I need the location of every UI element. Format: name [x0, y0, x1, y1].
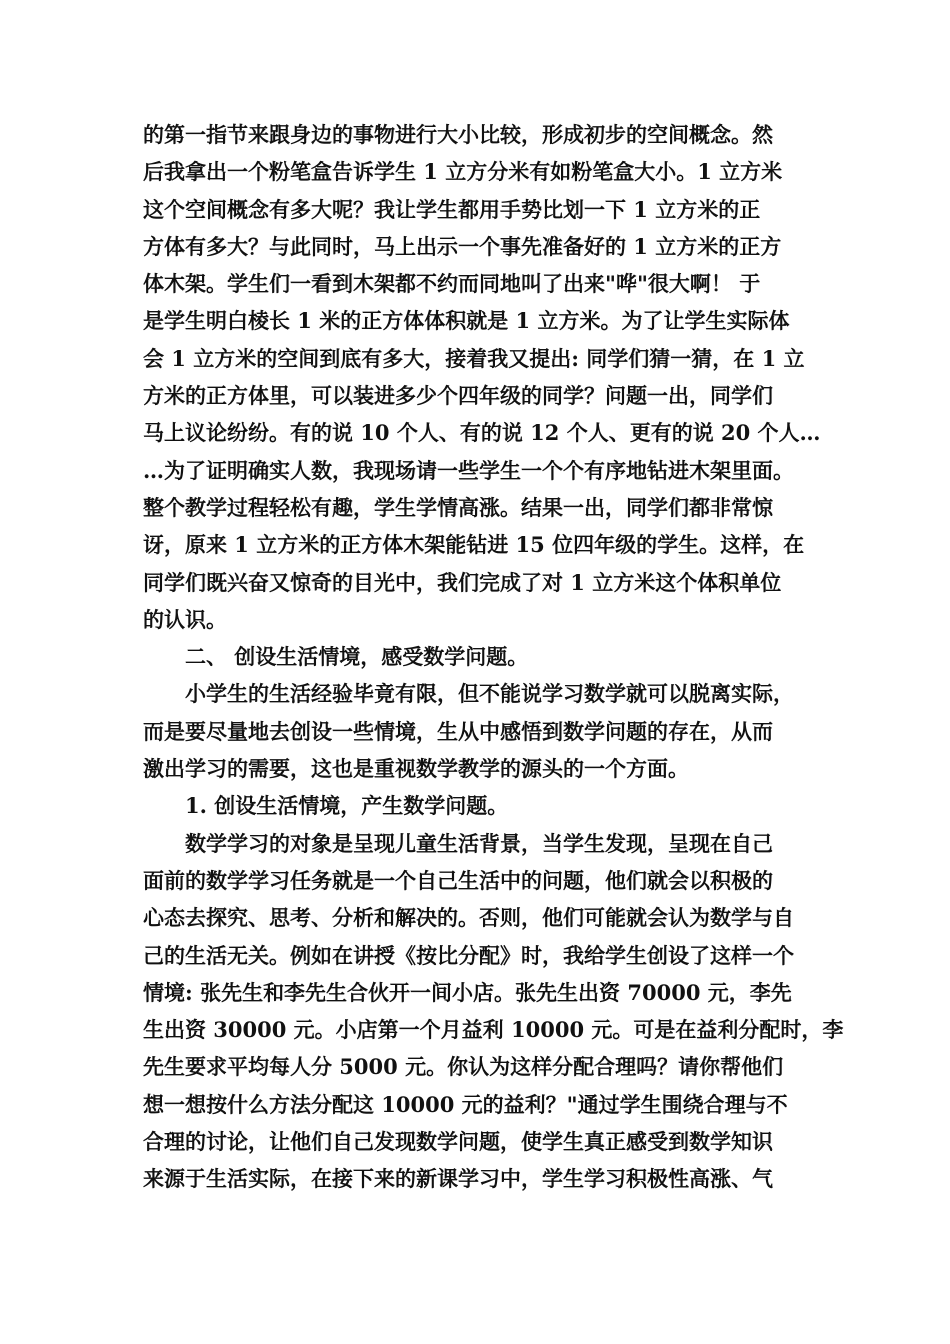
text-line: 数学学习的对象是呈现儿童生活背景，当学生发现，呈现在自己 [185, 830, 773, 856]
text-line: 讶，原来 1 立方米的正方体木架能钻进 15 位四年级的学生。这样，在 [143, 532, 805, 558]
text-line: 方米的正方体里，可以装进多少个四年级的同学？问题一出，同学们 [143, 383, 773, 409]
text-line: 激出学习的需要，这也是重视数学教学的源头的一个方面。 [143, 756, 689, 782]
text-line: 同学们既兴奋又惊奇的目光中，我们完成了对 1 立方米这个体积单位 [143, 569, 782, 595]
text-line: 马上议论纷纷。有的说 10 个人、有的说 12 个人、更有的说 20 个人… [143, 420, 821, 446]
text-line: 的第一指节来跟身边的事物进行大小比较，形成初步的空间概念。然 [143, 122, 773, 147]
text-line: 生出资 30000 元。小店第一个月益利 10000 元。可是在益利分配时，李 [143, 1017, 844, 1043]
text-line: 而是要尽量地去创设一些情境，生从中感悟到数学问题的存在，从而 [143, 718, 773, 744]
text-line: 的认识。 [143, 606, 227, 632]
text-line: 体木架。学生们一看到木架都不约而同地叫了出来"哗"很大啊！ 于 [143, 271, 761, 297]
text-line: …为了证明确实人数，我现场请一些学生一个个有序地钻进木架里面。 [143, 457, 794, 483]
text-line: 方体有多大？与此同时，马上出示一个事先准备好的 1 立方米的正方 [143, 233, 782, 259]
text-line: 二、 创设生活情境，感受数学问题。 [185, 644, 529, 670]
text-line: 小学生的生活经验毕竟有限，但不能说学习数学就可以脱离实际， [185, 681, 794, 707]
text-line: 想一想按什么方法分配这 10000 元的益利？"通过学生围绕合理与不 [143, 1091, 788, 1117]
text-line: 心态去探究、思考、分析和解决的。否则，他们可能就会认为数学与自 [143, 905, 794, 931]
text-line: 己的生活无关。例如在讲授《按比分配》时，我给学生创设了这样一个 [143, 942, 794, 968]
text-line: 会 1 立方米的空间到底有多大，接着我又提出: 同学们猜一猜，在 1 立 [143, 345, 805, 371]
document-body [143, 116, 844, 1198]
text-line: 1. 创设生活情境，产生数学问题。 [185, 793, 509, 819]
text-line: 来源于生活实际，在接下来的新课学习中，学生学习积极性高涨、气 [143, 1166, 773, 1192]
text-line: 整个教学过程轻松有趣，学生学情高涨。结果一出，同学们都非常惊 [143, 494, 773, 520]
text-line: 后我拿出一个粉笔盒告诉学生 1 立方分米有如粉笔盒大小。1 立方米 [143, 159, 783, 185]
text-line: 先生要求平均每人分 5000 元。你认为这样分配合理吗？请你帮他们 [143, 1054, 784, 1080]
text-line: 情境: 张先生和李先生合伙开一间小店。张先生出资 70000 元，李先 [143, 979, 792, 1005]
text-line: 是学生明白棱长 1 米的正方体体积就是 1 立方米。为了让学生实际体 [143, 308, 790, 334]
text-line: 这个空间概念有多大呢？我让学生都用手势比划一下 1 立方米的正 [143, 196, 761, 222]
text-line: 面前的数学学习任务就是一个自己生活中的问题，他们就会以积极的 [143, 867, 773, 893]
text-line: 合理的讨论，让他们自己发现数学问题，使学生真正感受到数学知识 [143, 1129, 773, 1155]
